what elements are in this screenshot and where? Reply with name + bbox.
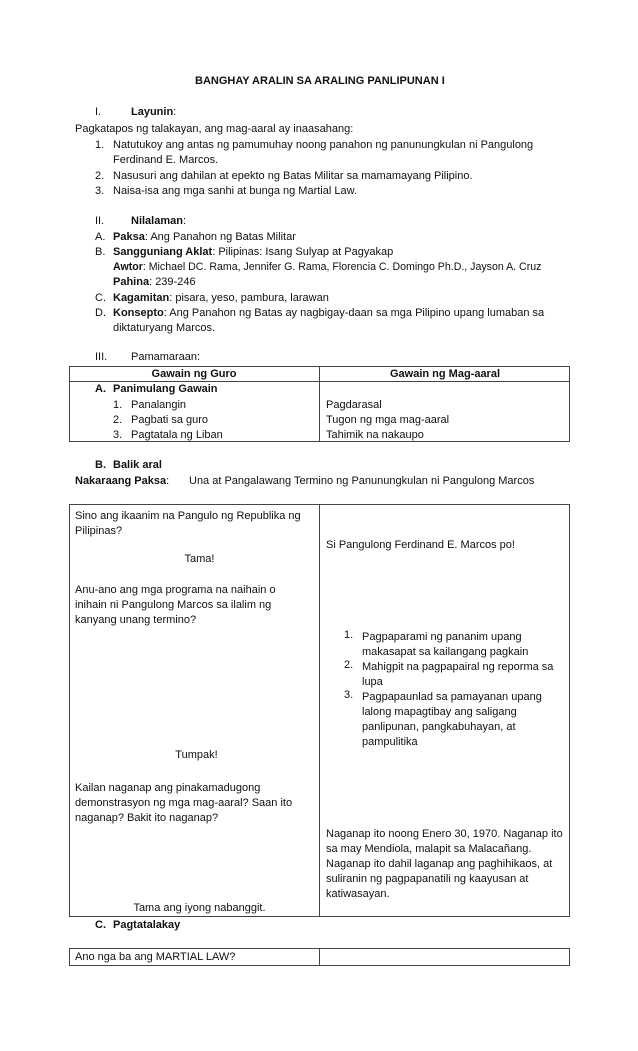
content-awtor <box>113 262 541 273</box>
teacher-feedback: Tama ang iyong nabanggit. <box>133 902 266 914</box>
table-divider <box>319 948 320 966</box>
column-header-mag-aaral: Gawain ng Mag-aaral <box>389 368 501 380</box>
content-value: : 239-246 <box>149 276 196 288</box>
sec1-label: Layunin <box>131 106 174 118</box>
content-key: Konsepto <box>113 307 164 319</box>
previous-topic <box>75 476 169 487</box>
teacher-feedback: Tumpak! <box>175 749 218 761</box>
objective-text: Naisa-isa ang mga sanhi at bunga ng Martial Law. <box>113 185 357 197</box>
sec1-number: I. <box>95 106 102 118</box>
answer-item: Mahigpit na pagpapairal ng reporma sa lupa <box>362 661 554 688</box>
table-row-mag-aaral: Tahimik na nakaupo <box>326 429 424 441</box>
content-value: : Pilipinas: Isang Sulyap at Pagyakap <box>212 246 394 258</box>
previous-topic-colon: : <box>166 475 170 487</box>
content-letter: A. <box>95 231 106 243</box>
content-key: Paksa <box>113 231 145 243</box>
content-letter: B. <box>95 246 106 258</box>
teacher-feedback: Tama! <box>184 553 215 565</box>
page-title: BANGHAY ARALIN SA ARALING PANLIPUNAN I <box>195 75 445 87</box>
table-row-mag-aaral: Pagdarasal <box>326 399 382 411</box>
table-row-mag-aaral: Tugon ng mga mag-aaral <box>326 414 450 426</box>
step-title: Pagtatalakay <box>113 919 181 931</box>
sec2-colon: : <box>182 215 187 227</box>
content-key: Kagamitan <box>113 292 170 304</box>
column-header-guro: Gawain ng Guro <box>151 368 237 380</box>
content-value: : Ang Panahon ng Batas Militar <box>144 231 296 243</box>
objective-number: 3. <box>95 185 105 197</box>
sec2-heading <box>131 216 186 227</box>
answer-number: 3. <box>344 689 354 701</box>
content-pahina <box>113 277 196 288</box>
content-konsepto <box>113 308 544 319</box>
answer-number: 2. <box>344 659 354 671</box>
content-key: Awtor <box>113 261 143 273</box>
step-title: Balik aral <box>113 459 162 471</box>
content-kagamitan <box>113 293 329 304</box>
sec3-heading: Pamamaraan: <box>131 351 201 363</box>
teacher-question: Anu-ano ang mga programa na naihain o inihain ni Pangulong Marcos sa ilalim ng kanyang unang termino? <box>75 584 276 626</box>
content-paksa <box>113 232 296 243</box>
sec1-intro: Pagkatapos ng talakayan, ang mag-aaral ay inaasahang: <box>75 123 354 135</box>
objective-number: 1. <box>95 139 105 151</box>
content-key: Sangguniang Aklat <box>113 246 213 258</box>
table-row-number: 3. <box>113 429 123 441</box>
student-answer: Naganap ito noong Enero 30, 1970. Naganap ito sa may Mendiola, malapit sa Malacañang. Naganap ito dahil laganap ang paghihikaos, at suliranin ng pagpapanatili ng kaayusan at katiwasayan. <box>326 828 563 900</box>
answer-item: Pagpaparami ng pananim upang makasapat sa kailangang pagkain <box>362 631 529 658</box>
table-row-guro: Panalangin <box>131 399 187 411</box>
content-letter: D. <box>95 307 106 319</box>
teacher-question: Kailan naganap ang pinakamadugong demonstrasyon ng mga mag-aaral? Saan ito naganap? Bakit ito naganap? <box>75 782 293 824</box>
previous-topic-value: Una at Pangalawang Termino ng Panunungkulan ni Pangulong Marcos <box>189 475 535 487</box>
table-divider <box>319 504 320 917</box>
sec1-heading <box>131 107 176 118</box>
sec3-number: III. <box>95 351 108 363</box>
table-row-guro: Pagbati sa guro <box>131 414 209 426</box>
step-letter: C. <box>95 919 106 931</box>
objective-text: Nasusuri ang dahilan at epekto ng Batas Militar sa mamamayang Pilipino. <box>113 170 473 182</box>
step-letter: B. <box>95 459 106 471</box>
content-value: : Michael DC. Rama, Jennifer G. Rama, Florencia C. Domingo Ph.D., Jayson A. Cruz <box>142 261 542 273</box>
table-row-number: 2. <box>113 414 123 426</box>
answer-number: 1. <box>344 629 354 641</box>
previous-topic-key: Nakaraang Paksa <box>75 475 167 487</box>
table-row-number: 1. <box>113 399 123 411</box>
sec2-label: Nilalaman <box>131 215 183 227</box>
step-title: Panimulang Gawain <box>113 383 218 395</box>
sec1-colon: : <box>173 106 177 118</box>
student-answer: Si Pangulong Ferdinand E. Marcos po! <box>326 539 515 551</box>
sec2-number: II. <box>95 215 105 227</box>
table-header-line <box>69 381 570 382</box>
objective-number: 2. <box>95 170 105 182</box>
answer-item: Pagpapaunlad sa pamayanan upang lalong mapagtibay ang saligang panlipunan, pangkabuhayan, at pampulitika <box>362 691 542 748</box>
teacher-question: Ano nga ba ang MARTIAL LAW? <box>75 951 236 963</box>
teacher-question: Sino ang ikaanim na Pangulo ng Republika ng Pilipinas? <box>75 510 301 537</box>
content-konsepto-cont: diktaturyang Marcos. <box>113 322 216 334</box>
objective-text: Natutukoy ang antas ng pamumuhay noong panahon ng panunungkulan ni Pangulong <box>113 139 534 151</box>
content-key: Pahina <box>113 276 150 288</box>
content-letter: C. <box>95 292 106 304</box>
step-letter: A. <box>95 383 106 395</box>
content-value: : pisara, yeso, pambura, larawan <box>169 292 329 304</box>
content-value: : Ang Panahon ng Batas ay nagbigay-daan sa mga Pilipino upang lumaban sa <box>163 307 545 319</box>
objective-text-cont: Ferdinand E. Marcos. <box>113 154 219 166</box>
table-row-guro: Pagtatala ng Liban <box>131 429 223 441</box>
content-sanggunian <box>113 247 393 258</box>
